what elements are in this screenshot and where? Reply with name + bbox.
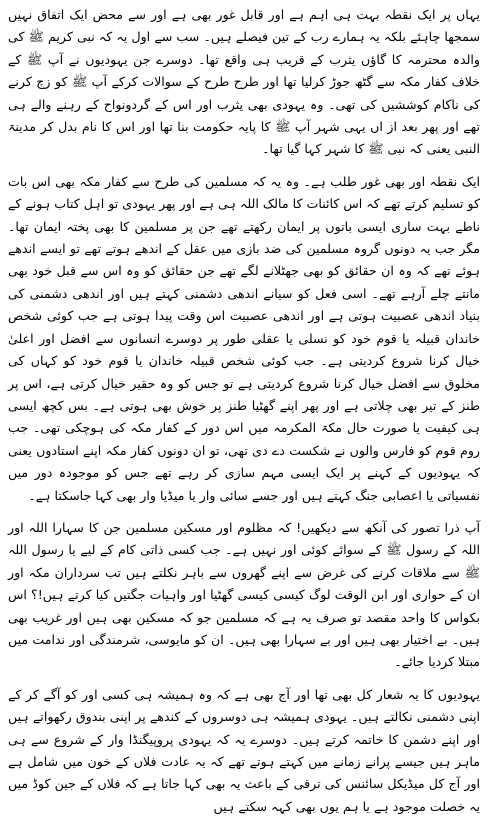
- paragraph-1: یہاں پر ایک نقطہ بہت ہی اہم ہے اور قابل غور بھی ہے اور سے محض ایک اتفاق نہیں سمجھا چاہئے بلکہ یہ ہمارے رب کے تین فیصلے ہیں۔ سب سے اول یہ کہ نبی کریم ﷺ کی والدہ محترمہ کا گاؤں یثرب کے قریب ہی واقع تھا۔ دوسرے جن یہودیوں نے آپ ﷺ کے خلاف کفار مکہ سے گٹھ جوڑ کرلیا تھا اور طرح طرح کے سوالات کرکے آپ ﷺ کو زچ کرنے کی ناکام کوششیں کی تھی۔ وہ یہودی بھی یثرب اور اس کے گردونواح کے رہنے والے ہی تھے اور پھر بعد از اں یہی شہر آپ ﷺ کا پایہ حکومت بنا تھا اور اس کا نام بدل کر مدینۃ النبی یعنی کہ نبی ﷺ کا شہر کہا گیا تھا۔: [8, 7, 480, 157]
- paragraph-2: ایک نقطہ اور بھی غور طلب ہے۔ وہ یہ کہ مسلمین کی طرح سے کفار مکہ بھی اس بات کو تسلیم کرتے تھے کہ اس کائنات کا مالک اللہ ہی ہے اور پھر یہودی تو اہل کتاب ہونے کے ناطے بہت ساری ایسی باتوں پر ایمان رکھتے تھے جن پر مسلمین کا بھی پختہ ایمان تھا۔ مگر جب یہ دونوں گروہ مسلمین کی ضد بازی میں عقل کے اندھے ہوتے تھے تو ایسے اندھے ہوئے تھے کہ وہ ان حقائق کو بھی جھٹلانے لگے تھے جن حقائق کو وہ اس سے قبل خود بھی مانتے چلے آرہے تھے۔ اسی فعل کو سیانے اندھی دشمنی کہتے ہیں اور اندھی دشمنی کی بنیاد اندھی عصبیت ہوتی ہے اور اندھی عصبیت اس وقت پیدا ہوتی ہے جب کوئی شخص خاندان قبیلہ یا قوم خود کو نسلی یا عقلی طور پر دوسرے انسانوں سے افضل اور اعلیٰ خیال کرنا شروع کردیتی ہے۔ جب کوئی شخص قبیلہ خاندان یا قوم خود کو کہاں کی مخلوق سے افضل خیال کرنا شروع کردیتی ہے تو جس کو وہ حقیر خیال کرتی ہے، اس پر طنز کے تیر بھی چلاتی ہے اور پھر اپنے گھٹیا طنز پر خوش بھی ہوتی ہے۔ بس کچھ ایسی ہی کیفیت یا صورت حال مکۃ المکرمہ میں اس دور کے کفار مکہ کی ہوچکی تھی۔ جب روم قوم کو فارس والوں نے شکست دے دی تھی، تو ان دونوں کفار مکہ اپنے استادوں یعنی کہ یہودیوں کے کہنے پر ایک ایسی مہم سازی کر رہے تھے جس کو موجودہ دور میں نفسیاتی یا اعصابی جنگ کہتے ہیں اور جسے سائی وار یا میڈیا وار بھی کہا جاسکتا ہے۔: [8, 173, 480, 503]
- paragraph-4: یہودیوں کا یہ شعار کل بھی تھا اور آج بھی ہے کہ وہ ہمیشہ ہی کسی اور کو آگے کر کے اپنی دشمنی نکالتے ہیں۔ یہودی ہمیشہ ہی دوسروں کے کندھے پر اپنی بندوق رکھواتے ہیں اور اپنے دشمن کا خاتمہ کرتے ہیں۔ دوسرے یہ کہ یہودی پروپیگنڈا وار کے شروع سے ہی ماہر ہیں جیسے پرانے زمانے میں کہتے ہوتے تھے کہ یہ عادت فلاں کے خون میں شامل ہے اور آج کل میڈیکل سائنس کی ترقی کے باعث یہ بھی کہا جاتا ہے کہ فلاں کے جین کوڈ میں یہ خصلت موجود ہے یا ہم یوں بھی کہہ سکتے ہیں: [8, 686, 480, 814]
- paragraph-3: آپ ذرا تصور کی آنکھ سے دیکھیں! کہ مظلوم اور مسکین مسلمین جن کا سہارا اللہ اور اللہ کے رسول ﷺ کے سوائے کوئی اور نہیں ہے۔ جب کسی ذاتی کام کے لیے یا رسول اللہ ﷺ سے ملاقات کرنے کی غرض سے اپنے گھروں سے باہر نکلتے ہیں تب سرداران مکہ اور ان کے حواری اور ابن الوقت لوگ کیسی کیسی گھٹیا اور واہیات جگتیں کیا کرتے ہیں!؟ اس بکواس کا واحد مقصد تو صرف یہ ہے کہ مسلمین جو کہ مسکین بھی ہیں اور غریب بھی ہیں۔ بے اختیار بھی ہیں اور بے سہارا بھی ہیں۔ ان کو مایوسی، شرمندگی اور ندامت میں مبتلا کردیا جائے۔: [8, 519, 480, 670]
